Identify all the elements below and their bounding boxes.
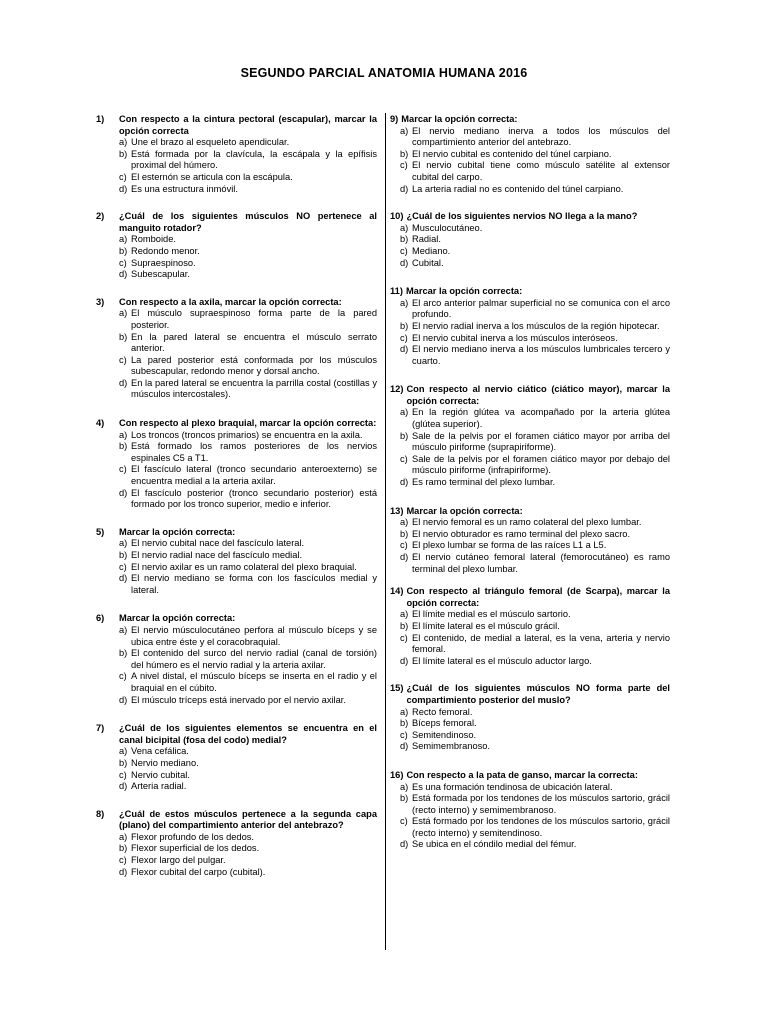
option-letter: b): [400, 793, 409, 804]
option-letter: c): [400, 245, 408, 256]
option-text: El límite medial es el músculo sartorio.: [412, 609, 571, 620]
option-text: Redondo menor.: [131, 245, 200, 256]
answer-option: [119, 137, 377, 149]
option-text: El nervio radial inerva a los músculos de la región hipotecar.: [412, 320, 660, 331]
question-number: 13): [390, 505, 404, 516]
option-letter: a): [119, 429, 128, 440]
option-letter: d): [400, 344, 409, 355]
option-text: Subescapular.: [131, 269, 190, 280]
option-text: En la pared lateral se encuentra el músculo serrato anterior.: [131, 331, 377, 354]
question-number: 10): [390, 211, 404, 222]
option-letter: c): [119, 464, 127, 475]
option-letter: d): [119, 487, 128, 498]
option-list: [96, 832, 377, 878]
option-list: [96, 746, 377, 792]
question-text: ¿Cuál de los siguientes músculos NO forma parte del compartimiento posterior del muslo?: [406, 683, 670, 705]
option-text: En la pared lateral se encuentra la parrilla costal (costillas y músculos intercostales).: [131, 377, 377, 400]
option-text: Es una estructura inmóvil.: [131, 183, 238, 194]
right-column: [390, 114, 670, 851]
option-letter: d): [400, 183, 409, 194]
answer-option: [400, 126, 670, 149]
option-text: El nervio obturador es ramo terminal del plexo sacro.: [412, 528, 631, 539]
option-text: El nervio cubital inerva a los músculos interóseos.: [412, 332, 618, 343]
option-text: Arteria radial.: [131, 781, 187, 792]
question-text: Con respecto al triángulo femoral (de Scarpa), marcar la opción correcta:: [406, 586, 670, 608]
left-column: [96, 114, 377, 878]
option-letter: c): [119, 855, 127, 866]
option-letter: a): [119, 538, 128, 549]
option-letter: c): [119, 561, 127, 572]
answer-option: [400, 656, 670, 668]
option-text: El contenido, de medial a lateral, es la vena, arteria y nervio femoral.: [412, 632, 670, 655]
question-stem: [96, 613, 377, 625]
answer-option: [400, 609, 670, 621]
question-number: 1): [96, 114, 105, 124]
option-letter: b): [400, 320, 409, 331]
option-letter: a): [400, 297, 409, 308]
option-text: El límite lateral es el músculo aductor largo.: [412, 655, 592, 666]
option-letter: a): [400, 222, 409, 233]
option-list: [390, 223, 670, 269]
option-list: [390, 298, 670, 368]
option-text: Cubital.: [412, 257, 444, 268]
question-text: Marcar la opción correcta:: [119, 613, 236, 624]
option-letter: d): [400, 552, 409, 562]
option-letter: d): [400, 839, 409, 850]
question-number: 16): [390, 769, 404, 780]
answer-option: [119, 172, 377, 184]
option-letter: c): [119, 769, 127, 780]
question-number: 12): [390, 384, 404, 395]
option-text: El plexo lumbar se forma de las raíces L1 a L5.: [412, 540, 607, 551]
answer-option: [400, 234, 670, 246]
question-11: [390, 286, 670, 367]
option-letter: b): [400, 718, 409, 729]
answer-option: [119, 562, 377, 574]
option-text: El fascículo lateral (tronco secundario anteroexterno) se encuentra medial a la arteria axilar.: [131, 464, 377, 487]
option-text: Se ubica en el cóndilo medial del fémur.: [412, 839, 577, 850]
option-text: En la región glútea va acompañado por la arteria glútea (glútea superior).: [412, 407, 670, 430]
option-list: [96, 308, 377, 401]
question-stem: [96, 527, 377, 539]
question-stem: [96, 723, 377, 746]
question-9: [390, 114, 670, 195]
answer-option: [400, 407, 670, 430]
question-stem: [390, 586, 670, 609]
option-letter: b): [119, 331, 128, 342]
option-text: Romboide.: [131, 234, 176, 245]
question-10: [390, 211, 670, 269]
option-letter: a): [400, 781, 409, 792]
option-letter: d): [119, 866, 128, 877]
answer-option: [119, 770, 377, 782]
question-number: 5): [96, 526, 105, 537]
option-text: La arteria radial no es contenido del túnel carpiano.: [412, 183, 624, 194]
answer-option: [119, 648, 377, 671]
answer-option: [119, 695, 377, 707]
option-text: Nervio cubital.: [131, 769, 190, 780]
question-1: [96, 114, 377, 195]
answer-option: [119, 671, 377, 694]
answer-option: [400, 782, 670, 794]
question-stem: [96, 297, 377, 309]
option-letter: c): [119, 354, 127, 365]
option-text: Nervio mediano.: [131, 757, 199, 768]
answer-option: [119, 246, 377, 258]
question-text: Marcar la opción correcta:: [406, 505, 523, 516]
answer-option: [400, 149, 670, 161]
answer-option: [119, 488, 377, 511]
option-letter: a): [119, 308, 128, 319]
question-text: ¿Cuál de estos músculos pertenece a la segunda capa (plano) del compartimiento anterior del antebrazo?: [119, 808, 377, 831]
answer-option: [119, 258, 377, 270]
answer-option: [400, 540, 670, 552]
option-text: El nervio mediano inerva a todos los músculos del compartimiento anterior del antebrazo.: [412, 125, 670, 148]
option-letter: d): [400, 477, 409, 488]
option-letter: c): [119, 257, 127, 268]
answer-option: [119, 832, 377, 844]
option-list: [390, 609, 670, 667]
option-text: A nivel distal, el músculo bíceps se inserta en el radio y el braquial en el cúbito.: [131, 671, 377, 693]
option-letter: d): [400, 257, 409, 268]
answer-option: [119, 573, 377, 596]
answer-option: [119, 184, 377, 196]
answer-option: [119, 149, 377, 172]
option-text: Sale de la pelvis por el foramen ciático mayor por debajo del músculo piriforme (infrapiriforme).: [412, 453, 670, 476]
option-letter: a): [400, 706, 409, 717]
question-5: [96, 527, 377, 597]
question-stem: [390, 384, 670, 407]
question-14: [390, 586, 670, 667]
option-list: [390, 707, 670, 753]
answer-option: [119, 355, 377, 378]
answer-option: [119, 550, 377, 562]
option-letter: b): [119, 648, 128, 659]
option-text: Semitendinoso.: [412, 729, 477, 740]
option-letter: c): [119, 671, 127, 682]
option-letter: a): [400, 609, 409, 620]
answer-option: [400, 431, 670, 454]
option-letter: d): [119, 183, 128, 194]
option-letter: a): [400, 407, 409, 418]
question-stem: [390, 683, 670, 706]
question-4: [96, 418, 377, 511]
option-text: Recto femoral.: [412, 706, 473, 717]
option-text: El arco anterior palmar superficial no se comunica con el arco profundo.: [412, 297, 670, 320]
answer-option: [400, 621, 670, 633]
option-text: La pared posterior está conformada por los músculos subescapular, redondo menor y dorsal ancho.: [131, 354, 377, 377]
option-letter: c): [400, 729, 408, 740]
option-letter: b): [119, 757, 128, 768]
answer-option: [400, 333, 670, 345]
option-letter: c): [400, 632, 408, 643]
question-13: [390, 506, 670, 576]
question-text: Con respecto a la axila, marcar la opción correcta:: [119, 296, 342, 307]
option-letter: b): [119, 550, 128, 560]
question-text: ¿Cuál de los siguientes elementos se encuentra en el canal bicipital (fosa del codo) medial?: [119, 723, 377, 745]
option-letter: d): [119, 573, 128, 584]
option-letter: d): [119, 269, 128, 280]
question-text: Con respecto al nervio ciático (ciático mayor), marcar la opción correcta:: [406, 384, 670, 406]
option-text: El nervio femoral es un ramo colateral del plexo lumbar.: [412, 517, 642, 528]
question-text: Marcar la opción correcta:: [405, 286, 523, 297]
answer-option: [400, 184, 670, 196]
answer-option: [400, 552, 670, 575]
option-letter: d): [119, 377, 128, 388]
option-letter: a): [400, 125, 409, 136]
answer-option: [400, 454, 670, 477]
question-stem: [390, 211, 670, 223]
answer-option: [119, 378, 377, 401]
option-letter: c): [119, 171, 127, 182]
question-stem: [390, 770, 670, 782]
option-text: El nervio cubital nace del fascículo lateral.: [131, 538, 305, 549]
answer-option: [119, 625, 377, 648]
question-text: Marcar la opción correcta:: [401, 114, 518, 124]
option-text: Mediano.: [412, 245, 451, 256]
option-letter: d): [119, 694, 128, 705]
question-text: Marcar la opción correcta:: [119, 526, 236, 537]
option-text: Es una formación tendinosa de ubicación lateral.: [412, 781, 613, 792]
question-number: 9): [390, 114, 399, 124]
option-text: Supraespinoso.: [131, 257, 196, 268]
option-letter: b): [400, 234, 409, 245]
option-text: Es ramo terminal del plexo lumbar.: [412, 477, 556, 488]
question-number: 7): [96, 723, 105, 734]
option-letter: b): [119, 245, 128, 256]
option-list: [390, 782, 670, 852]
question-2: [96, 211, 377, 281]
answer-option: [119, 332, 377, 355]
option-text: Flexor largo del pulgar.: [131, 855, 226, 866]
option-text: El nervio cubital tiene como músculo satélite al extensor cubital del carpo.: [412, 160, 670, 182]
answer-option: [400, 718, 670, 730]
option-list: [390, 126, 670, 196]
question-text: ¿Cuál de los siguientes nervios NO llega a la mano?: [406, 211, 638, 222]
option-letter: c): [400, 540, 408, 551]
question-6: [96, 613, 377, 706]
answer-option: [400, 529, 670, 541]
question-number: 15): [390, 683, 404, 694]
option-text: Está formada por los tendones de los músculos sartorio, grácil (recto interno) y semimembranoso.: [412, 793, 670, 815]
question-8: [96, 809, 377, 879]
option-letter: c): [400, 453, 408, 464]
option-text: El nervio radial nace del fascículo medial.: [131, 550, 303, 560]
option-list: [390, 517, 670, 575]
option-list: [96, 430, 377, 511]
question-number: 14): [390, 586, 404, 597]
option-text: Los troncos (troncos primarios) se encuentra en la axila.: [131, 429, 363, 440]
answer-option: [119, 758, 377, 770]
question-15: [390, 683, 670, 753]
answer-option: [400, 517, 670, 529]
question-number: 8): [96, 808, 105, 819]
option-letter: c): [400, 816, 408, 827]
option-text: El límite lateral es el músculo grácil.: [412, 620, 560, 631]
option-text: El músculo supraespinoso forma parte de la pared posterior.: [131, 308, 377, 330]
question-text: Con respecto a la cintura pectoral (escapular), marcar la opción correcta: [119, 114, 377, 136]
answer-option: [400, 477, 670, 489]
option-text: Bíceps femoral.: [412, 718, 477, 729]
question-stem: [390, 114, 670, 126]
option-text: Está formado por los tendones de los músculos sartorio, grácil (recto interno) y semitendinoso.: [412, 816, 670, 838]
option-letter: a): [400, 517, 409, 528]
option-list: [96, 625, 377, 706]
option-text: El esternón se articula con la escápula.: [131, 171, 293, 182]
option-letter: b): [400, 620, 409, 631]
option-letter: a): [119, 831, 128, 842]
option-letter: d): [400, 655, 409, 666]
option-letter: d): [119, 781, 128, 792]
answer-option: [119, 746, 377, 758]
question-stem: [96, 418, 377, 430]
answer-option: [119, 308, 377, 331]
question-stem: [96, 211, 377, 234]
option-text: Flexor cubital del carpo (cubital).: [131, 866, 266, 877]
question-12: [390, 384, 670, 488]
option-text: El nervio cubital es contenido del túnel carpiano.: [412, 148, 612, 159]
option-text: Semimembranoso.: [412, 741, 491, 752]
answer-option: [119, 269, 377, 281]
option-letter: b): [400, 528, 409, 539]
option-letter: b): [400, 430, 409, 441]
answer-option: [400, 741, 670, 753]
option-text: Radial.: [412, 234, 441, 245]
option-text: Flexor superficial de los dedos.: [131, 843, 260, 854]
answer-option: [119, 781, 377, 793]
option-list: [96, 234, 377, 280]
question-text: Con respecto al plexo braquial, marcar la opción correcta:: [119, 418, 377, 429]
column-divider: [385, 113, 386, 950]
question-stem: [96, 809, 377, 832]
answer-option: [400, 344, 670, 367]
question-3: [96, 297, 377, 401]
option-text: Musculocutáneo.: [412, 222, 483, 233]
answer-option: [400, 793, 670, 816]
option-text: El nervio axilar es un ramo colateral del plexo braquial.: [131, 561, 357, 572]
option-text: El nervio mediano inerva a los músculos lumbricales tercero y cuarto.: [412, 344, 670, 366]
answer-option: [400, 298, 670, 321]
question-stem: [96, 114, 377, 137]
answer-option: [400, 258, 670, 270]
option-letter: c): [400, 160, 408, 171]
answer-option: [400, 707, 670, 719]
option-text: El músculo tríceps está inervado por el nervio axilar.: [131, 694, 346, 705]
answer-option: [119, 867, 377, 879]
page-title: SEGUNDO PARCIAL ANATOMIA HUMANA 2016: [240, 66, 528, 80]
answer-option: [119, 441, 377, 464]
option-letter: a): [119, 137, 128, 148]
answer-option: [400, 839, 670, 851]
option-text: Vena cefálica.: [131, 746, 189, 757]
option-letter: d): [400, 741, 409, 752]
option-letter: a): [119, 746, 128, 757]
option-text: El nervio cutáneo femoral lateral (femorocutáneo) es ramo terminal del plexo lumbar.: [412, 552, 670, 574]
option-text: Flexor profundo de los dedos.: [131, 831, 255, 842]
option-text: El fascículo posterior (tronco secundario posterior) está formado por los tronco superior, medio e inferior.: [131, 487, 377, 510]
option-letter: b): [119, 148, 128, 159]
option-text: Sale de la pelvis por el foramen ciático mayor por arriba del músculo piriforme (suprapiriforme).: [412, 430, 670, 453]
question-text: Con respecto a la pata de ganso, marcar la correcta:: [406, 769, 638, 780]
answer-option: [400, 321, 670, 333]
answer-option: [119, 538, 377, 550]
question-16: [390, 770, 670, 851]
question-number: 11): [390, 286, 403, 297]
option-list: [390, 407, 670, 488]
option-letter: c): [400, 332, 408, 343]
option-letter: a): [119, 624, 128, 635]
option-text: El nervio músculocutáneo perfora al músculo bíceps y se ubica entre éste y el coracobraquial.: [131, 624, 377, 647]
answer-option: [400, 633, 670, 656]
option-text: El nervio mediano se forma con los fascículos medial y lateral.: [131, 573, 377, 595]
option-list: [96, 538, 377, 596]
answer-option: [400, 816, 670, 839]
answer-option: [119, 234, 377, 246]
question-number: 2): [96, 211, 105, 222]
question-7: [96, 723, 377, 793]
option-text: Une el brazo al esqueleto apendicular.: [131, 137, 290, 148]
answer-option: [400, 246, 670, 258]
answer-option: [400, 730, 670, 742]
question-text: ¿Cuál de los siguientes músculos NO pertenece al manguito rotador?: [119, 211, 377, 233]
option-letter: b): [400, 148, 409, 159]
option-text: El contenido del surco del nervio radial (canal de torsión) del húmero es el nervio radial y la arteria axilar.: [131, 648, 377, 670]
question-number: 6): [96, 613, 105, 624]
answer-option: [119, 843, 377, 855]
question-stem: [390, 286, 670, 298]
option-letter: b): [119, 843, 128, 854]
answer-option: [119, 464, 377, 487]
option-text: Está formado los ramos posteriores de los nervios espinales C5 a T1.: [131, 441, 377, 463]
answer-option: [400, 223, 670, 235]
option-text: Está formada por la clavícula, la escápala y la epífisis proximal del húmero.: [131, 148, 377, 171]
question-number: 3): [96, 296, 105, 307]
answer-option: [400, 160, 670, 183]
answer-option: [119, 430, 377, 442]
option-letter: b): [119, 441, 128, 452]
option-list: [96, 137, 377, 195]
question-number: 4): [96, 418, 105, 429]
option-letter: a): [119, 234, 128, 245]
question-stem: [390, 506, 670, 518]
answer-option: [119, 855, 377, 867]
